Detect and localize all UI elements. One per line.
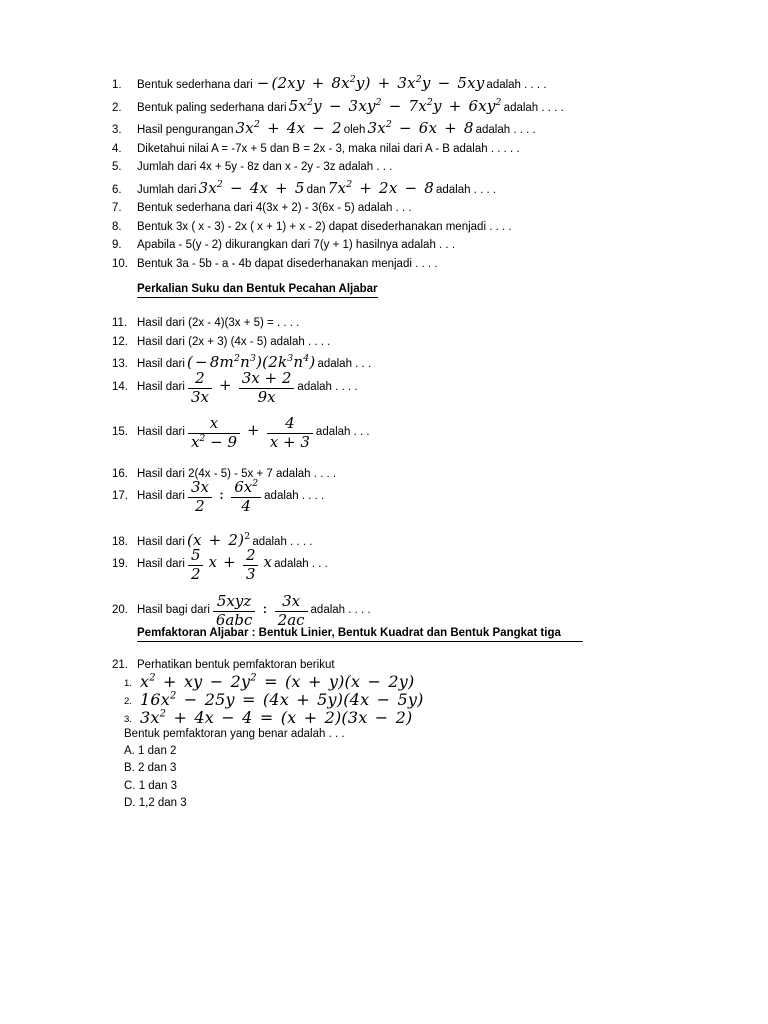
question-text-pre: Hasil bagi dari (137, 603, 210, 616)
question-text: Bentuk 3a - 5b - a - 4b dapat disederhanakan menjadi . . . . (137, 257, 438, 270)
question-number: 1. (112, 79, 122, 91)
math-expression-q13: ( − $8m^2n^3)(2k^3n^4)$ (186, 353, 316, 371)
question-item (112, 178, 692, 197)
question-text-mid: oleh (343, 124, 366, 136)
question-text-post: adalah . . . . (475, 124, 536, 136)
question-number: 21. (112, 659, 128, 671)
question-item (112, 203, 692, 215)
section-heading-perkalian-suku: Perkalian Suku dan Bentuk Pecahan Aljabar (137, 283, 378, 298)
question-text-pre: Hasil dari (137, 535, 185, 548)
question-item (112, 240, 692, 252)
math-expression-f3: $3x^2 + 4x - 4 = (x + 2)(3x - 2)$ (140, 707, 413, 727)
fraction-4-over-x-plus-3: $\frac{4}{x + 3}$ (267, 416, 313, 451)
math-expression-f2: $16x^2 - 25y = (4x + 5y)(4x - 5y)$ (140, 689, 424, 709)
math-expression-q15: $\frac{x}{x^2 - 9}$ + $\frac{4}{x + 3}$ (185, 423, 316, 458)
question-text-pre: Hasil dari (137, 358, 185, 370)
answer-options (124, 746, 692, 810)
question-item (112, 414, 692, 458)
question-number: 19. (112, 558, 128, 570)
question-text-pre: Hasil dari (137, 558, 185, 570)
question-text-post: adalah . . . (315, 426, 370, 438)
question-number: 14. (112, 380, 128, 393)
question-item (112, 337, 692, 349)
question-text-pre: Jumlah dari (137, 183, 197, 196)
question-item (112, 368, 692, 413)
question-list-section-1 (112, 76, 692, 277)
question-text: Bentuk sederhana dari 4(3x + 2) - 3(6x - 5) adalah . . . (137, 202, 412, 214)
question-text-pre: Hasil dari (137, 490, 185, 502)
question-list-section-3 (112, 660, 692, 816)
question-text-post: adalah . . . . (503, 101, 564, 114)
question-text-post: adalah . . . . (264, 490, 325, 502)
question-number: 18. (112, 535, 128, 548)
question-text: Hasil dari (2x + 3) (4x - 5) adalah . . . . (137, 335, 331, 348)
fraction-5-over-2: $\frac{5}{2}$ (188, 548, 204, 583)
fraction-5xyz-over-6abc: $\frac{\text{5xyz}}{\text{6abc}}$ (213, 594, 256, 629)
question-item (112, 546, 692, 590)
question-number: 6. (112, 183, 122, 196)
sub-number: 2. (124, 695, 132, 707)
fraction-3x-over-2: $\frac{3x}{2}$ (188, 480, 212, 515)
answer-option-b[interactable]: B. 2 dan 3 (124, 762, 177, 774)
math-expression-q1: − $(2xy + 8x^2y) + 3x^2y - 5xy$ (256, 74, 485, 92)
question-text-post: adalah . . . . (310, 603, 371, 616)
question-text-pre: Hasil dari (137, 380, 185, 393)
question-number: 8. (112, 220, 122, 233)
question-item (112, 478, 692, 522)
math-expression-q20: $\frac{\text{5xyz}}{\text{6abc}}$ : $\frac{3x}{2ac}$ (210, 601, 311, 636)
factorization-item (124, 707, 692, 727)
sub-number: 3. (124, 713, 132, 725)
question-item (112, 162, 692, 174)
question-text: Apabila - 5(y - 2) dikurangkan dari 7(y + 1) hasilnya adalah . . . (137, 239, 456, 251)
fraction-3x-over-2ac: $\frac{3x}{2ac}$ (275, 594, 308, 629)
answer-option-c[interactable]: C. 1 dan 3 (124, 779, 178, 792)
question-text-post: adalah . . . . (252, 535, 313, 548)
question-text-post: adalah . . . . (435, 183, 497, 196)
question-text: Jumlah dari 4x + 5y - 8z dan x - 2y - 3z adalah . . . (137, 161, 393, 173)
question-text-pre: Hasil dari (137, 426, 185, 438)
question-number: 9. (112, 239, 122, 251)
question-item (112, 318, 692, 330)
question-text-post: adalah . . . (317, 358, 372, 370)
factorization-item (124, 689, 692, 709)
math-expression-q19: $\frac{5}{2}$ x + $\frac{2}{3}$ x (185, 555, 274, 590)
question-number: 10. (112, 257, 128, 270)
section-heading-pemfaktoran-aljabar: Pemfaktoran Aljabar : Bentuk Linier, Bentuk Kuadrat dan Bentuk Pangkat tiga (137, 627, 583, 642)
question-item (112, 259, 692, 271)
fraction-x-over-x2-minus-9: $\frac{x}{x^2 - 9}$ (188, 416, 240, 451)
question-stem: Perhatikan bentuk pemfaktoran berikut (137, 659, 335, 671)
question-number: 11. (112, 317, 128, 329)
question-number: 15. (112, 426, 128, 438)
question-text: Hasil dari (2x - 4)(3x + 5) = . . . . (137, 317, 300, 329)
question-text: Hasil dari 2(4x - 5) - 5x + 7 adalah . . . . (137, 467, 337, 480)
question-number: 3. (112, 124, 122, 136)
math-expression-q18: $(x + 2)^2$ (186, 530, 251, 549)
fraction-6x2-over-4: $\frac{6x^2}{4}$ (231, 480, 261, 515)
question-number: 4. (112, 142, 122, 155)
question-item (112, 76, 692, 92)
math-expression-q3b: $3x^2 - 6x + 8$ (367, 119, 474, 137)
math-expression-q14: $\frac{2}{3x}$ + $\frac{3x + 2}{9x}$ (185, 378, 297, 413)
fraction-2-over-3x: $\frac{2}{3x}$ (188, 371, 212, 406)
question-number: 12. (112, 335, 128, 348)
math-expression-q2: $5x^2y - 3xy^2 - 7x^2y + 6xy^2$ (288, 96, 502, 115)
math-expression-q3a: $3x^2 + 4x - 2$ (235, 119, 342, 137)
question-number: 5. (112, 161, 122, 173)
math-expression-q17: $\frac{3x}{2}$ : $\frac{6x^2}{4}$ (185, 487, 264, 522)
question-text: Diketahui nilai A = -7x + 5 dan B = 2x - 3, maka nilai dari A - B adalah . . . . . (137, 142, 520, 155)
fraction-3x-plus-2-over-9x: $\frac{3x + 2}{9x}$ (239, 371, 295, 406)
math-expression-f1: $x^2$ + xy − $2y^2 = (x + y)(x - 2y)$ (140, 671, 415, 691)
math-expression-q6b: $7x^2 + 2x - 8$ (327, 178, 434, 197)
answer-option-a[interactable]: A. 1 dan 2 (124, 744, 177, 757)
question-text-mid: dan (306, 183, 326, 196)
question-number: 7. (112, 202, 122, 214)
question-item (112, 144, 692, 156)
question-number: 17. (112, 490, 128, 502)
question-number: 2. (112, 101, 122, 114)
question-list-section-2 (112, 318, 692, 642)
question-number: 16. (112, 467, 128, 480)
sub-number: 1. (124, 677, 132, 689)
factorization-item (124, 671, 692, 691)
question-text-pre: Bentuk paling sederhana dari (137, 101, 287, 114)
question-text-post: adalah . . . (274, 558, 328, 570)
math-expression-q6a: $3x^2 - 4x + 5$ (198, 178, 305, 197)
question-item (112, 96, 692, 115)
question-number: 13. (112, 358, 128, 370)
question-item (112, 660, 692, 672)
question-text-pre: Bentuk sederhana dari (137, 79, 253, 91)
question-item (112, 222, 692, 234)
answer-option-d[interactable]: D. 1,2 dan 3 (124, 797, 187, 809)
question-text: Bentuk 3x ( x - 3) - 2x ( x + 1) + x - 2) dapat disederhanakan menjadi . . . . (137, 220, 512, 233)
question-text-post: adalah . . . . (486, 79, 547, 91)
factorization-list (124, 671, 692, 727)
question-text-post: adalah . . . . (297, 380, 358, 393)
question-number: 20. (112, 603, 128, 616)
fraction-2-over-3: $\frac{2}{3}$ (243, 548, 259, 583)
question-lead-text: Bentuk pemfaktoran yang benar adalah . . . (124, 727, 345, 740)
question-text-pre: Hasil pengurangan (137, 124, 234, 136)
question-item (112, 121, 692, 137)
